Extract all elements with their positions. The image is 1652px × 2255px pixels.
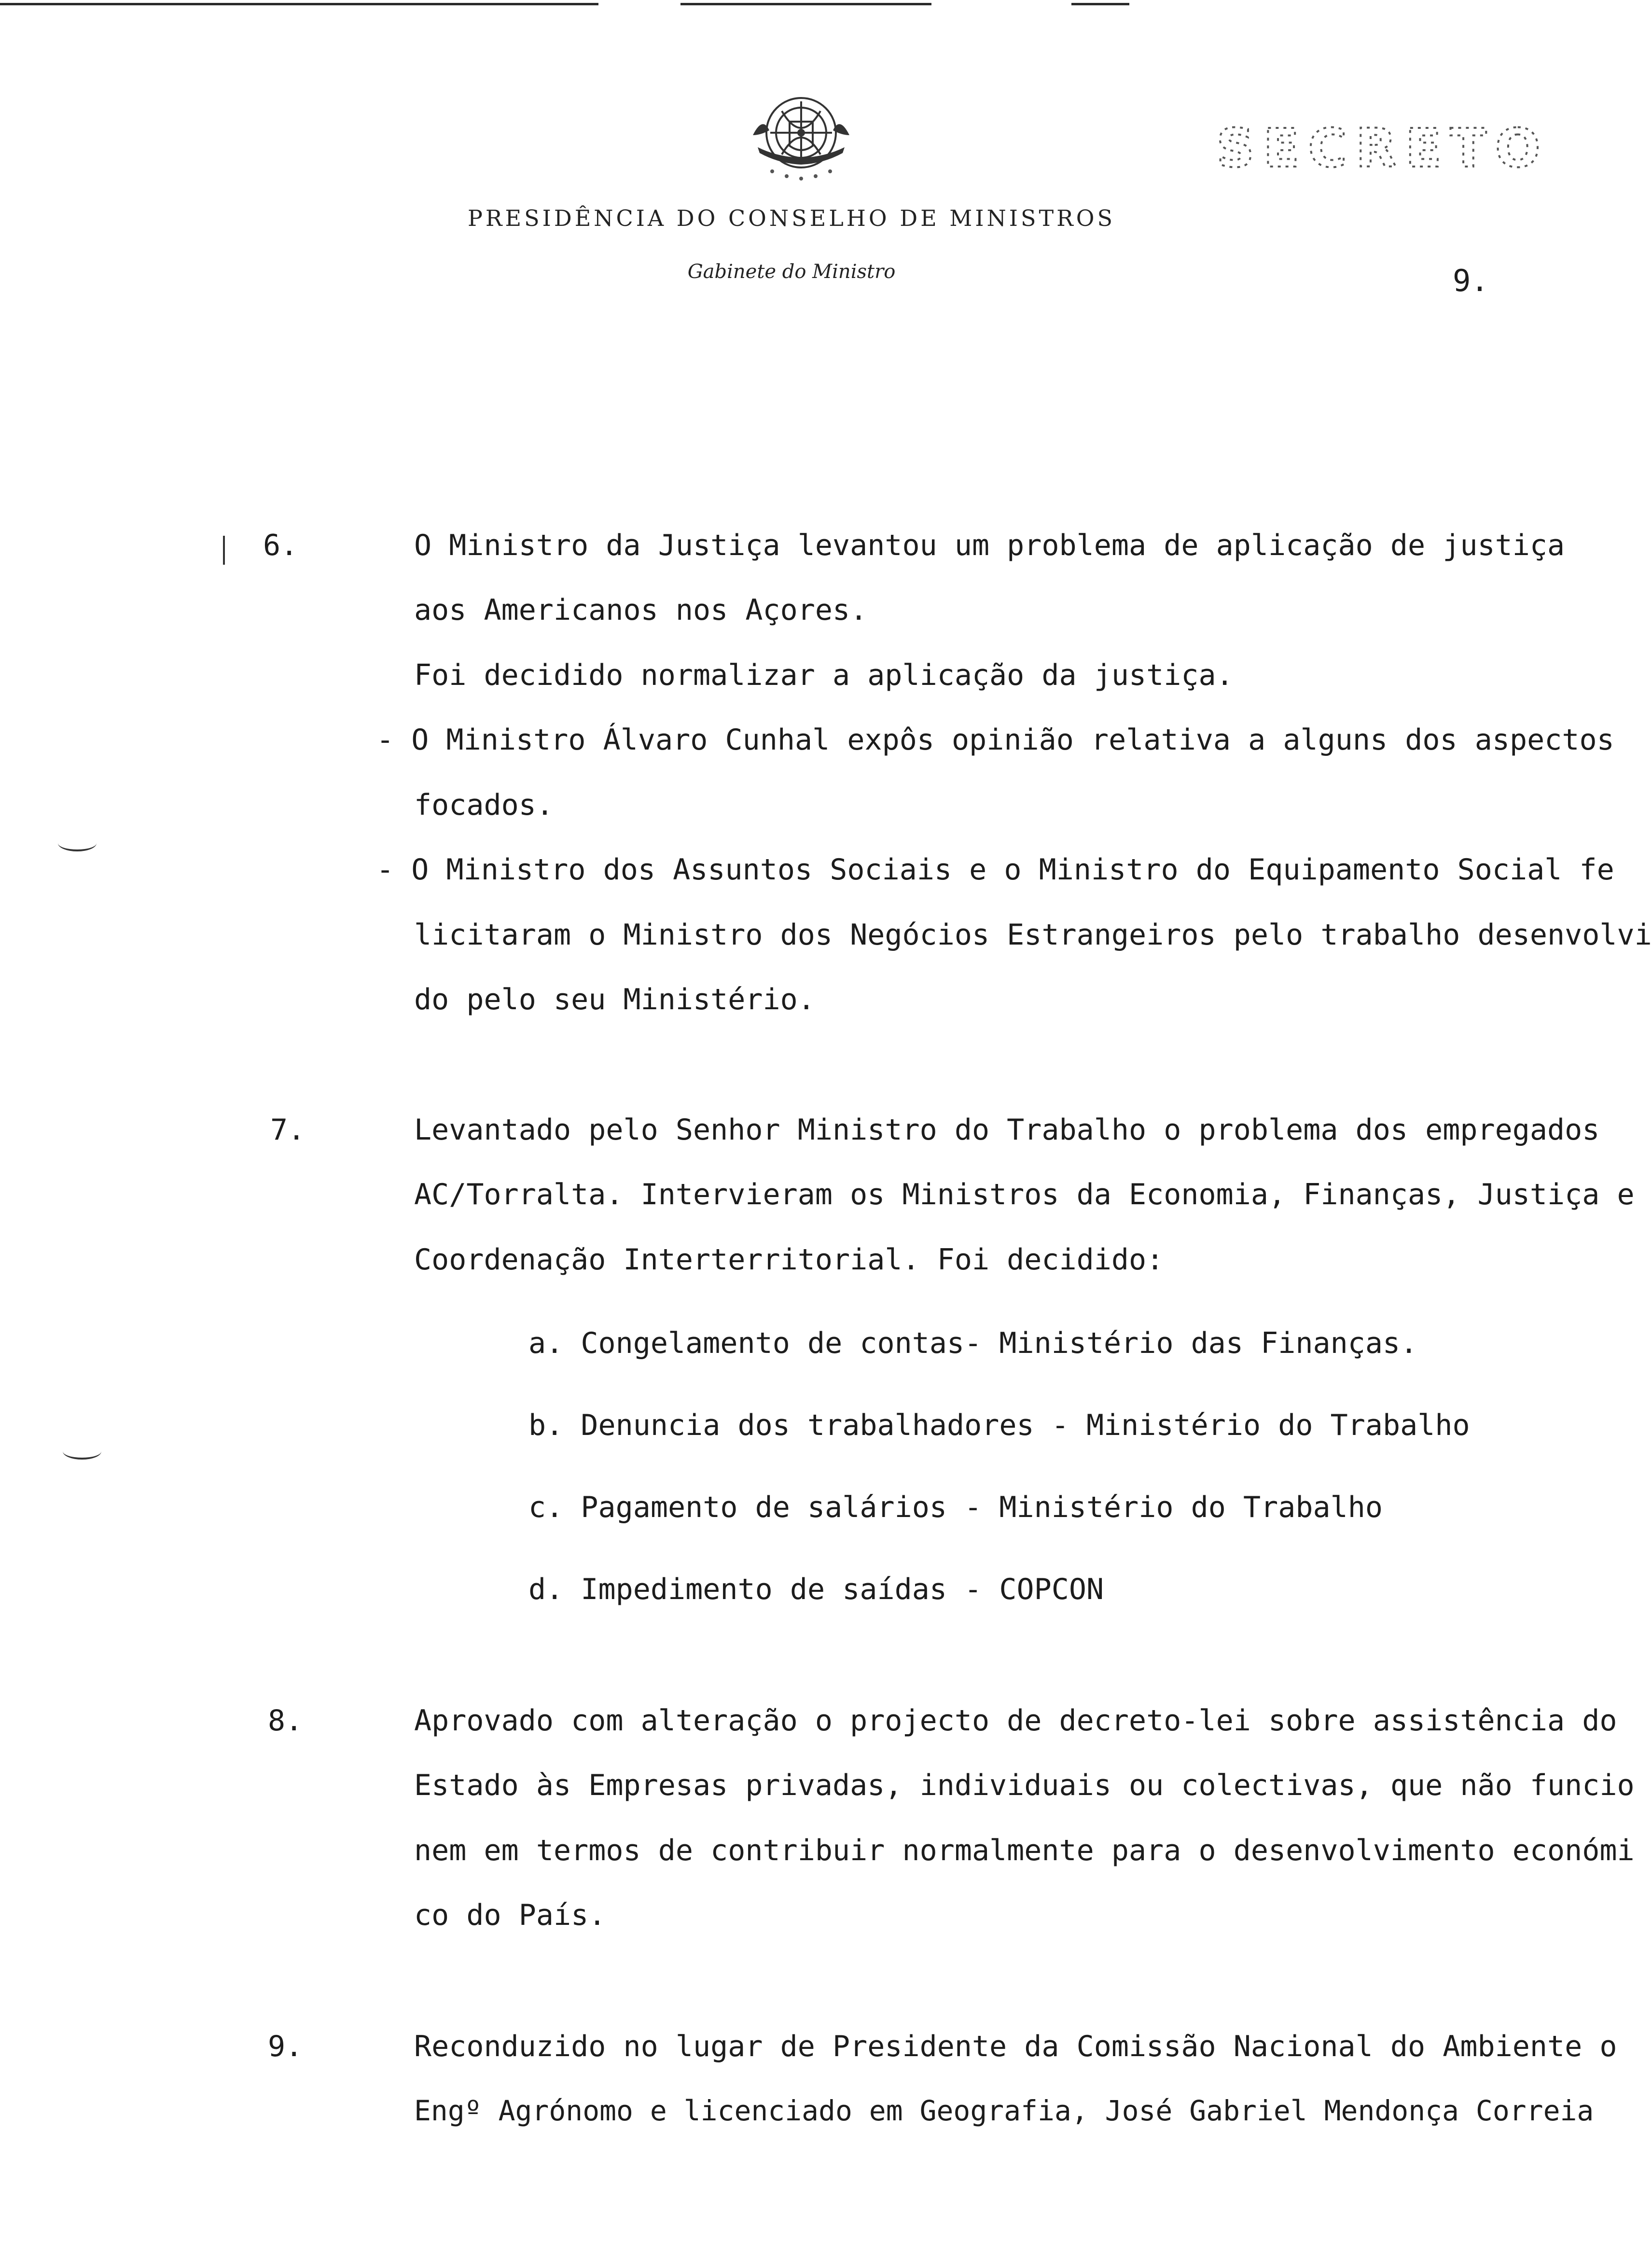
- item-number: 8.: [268, 1704, 303, 1738]
- classification-stamp: [1211, 109, 1549, 195]
- top-rule-right: [1071, 3, 1129, 5]
- stamp-text: SECRETO: [1216, 117, 1549, 179]
- paragraph-line: Estado às Empresas privadas, individuais ou colectivas, que não funcio: [414, 1768, 1635, 1802]
- paragraph-line: Reconduzido no lugar de Presidente da Comissão Nacional do Ambiente o: [414, 2030, 1617, 2063]
- item-number: 9.: [268, 2030, 303, 2063]
- sub-item: d. Impedimento de saídas - COPCON: [528, 1573, 1104, 1606]
- top-rule-left: [0, 3, 598, 5]
- coat-of-arms-emblem: [743, 82, 859, 193]
- item-number: 6.: [263, 529, 298, 562]
- page-title: PRESIDÊNCIA DO CONSELHO DE MINISTROS: [467, 205, 1116, 231]
- paragraph-line: co do País.: [414, 1898, 606, 1932]
- paragraph-line: Engº Agrónomo e licenciado em Geografia, José Gabriel Mendonça Correia: [414, 2094, 1594, 2127]
- margin-curve-mark: [58, 835, 97, 851]
- paragraph-line: licitaram o Ministro dos Negócios Estrangeiros pelo trabalho desenvolvi: [414, 918, 1652, 952]
- paragraph-line: do pelo seu Ministério.: [414, 983, 815, 1016]
- page-subtitle: Gabinete do Ministro: [687, 261, 896, 283]
- paragraph-line: Levantado pelo Senhor Ministro do Trabalho o problema dos empregados: [414, 1113, 1600, 1147]
- page-number: 9.: [1453, 263, 1489, 298]
- item-number: 7.: [270, 1113, 305, 1147]
- paragraph-line: Foi decidido normalizar a aplicação da justiça.: [414, 658, 1234, 692]
- paragraph-line: AC/Torralta. Intervieram os Ministros da Economia, Finanças, Justiça e: [414, 1178, 1635, 1211]
- sub-item: a. Congelamento de contas- Ministério das Finanças.: [528, 1326, 1418, 1360]
- paragraph-line: - O Ministro Álvaro Cunhal expôs opinião relativa a alguns dos aspectos: [376, 723, 1614, 757]
- sub-item: b. Denuncia dos trabalhadores - Ministério do Trabalho: [528, 1408, 1470, 1442]
- paragraph-line: aos Americanos nos Açores.: [414, 593, 868, 627]
- paragraph-line: focados.: [414, 788, 554, 822]
- sub-item: c. Pagamento de salários - Ministério do Trabalho: [528, 1490, 1383, 1524]
- paragraph-line: O Ministro da Justiça levantou um problema de aplicação de justiça: [414, 529, 1565, 562]
- margin-mark: [223, 536, 225, 565]
- paragraph-line: - O Ministro dos Assuntos Sociais e o Ministro do Equipamento Social fe: [376, 853, 1614, 887]
- paragraph-line: Coordenação Interterritorial. Foi decidido:: [414, 1243, 1164, 1277]
- paragraph-line: nem em termos de contribuir normalmente para o desenvolvimento económi: [414, 1834, 1635, 1867]
- margin-curve-mark: [63, 1443, 101, 1460]
- top-rule-middle: [680, 3, 931, 5]
- paragraph-line: Aprovado com alteração o projecto de decreto-lei sobre assistência do: [414, 1704, 1617, 1738]
